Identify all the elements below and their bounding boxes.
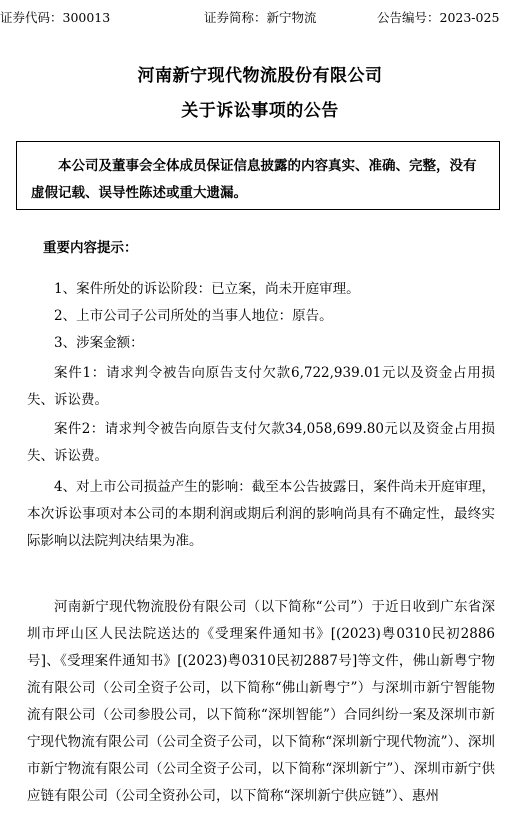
highlight-item-amount: 3、涉案金额： (54, 335, 144, 351)
stock-short-name: 证券简称：新宁物流 (204, 10, 317, 25)
highlight-case-1: 案件1：请求判令被告向原告支付欠款6,722,939.01元以及资金占用损失、诉讼费。 (27, 365, 495, 408)
announcement-title: 关于诉讼事项的公告 (181, 101, 339, 121)
announcement-number: 公告编号：2023-025 (377, 10, 500, 25)
highlight-case-2: 案件2：请求判令被告向原告支付欠款34,058,699.80元以及资金占用损失、诉讼费。 (27, 421, 495, 464)
highlight-item-stage: 1、案件所处的诉讼阶段：已立案，尚未开庭审理。 (54, 281, 360, 297)
company-title: 河南新宁现代物流股份有限公司 (137, 66, 383, 86)
document-header (0, 8, 520, 26)
board-guarantee-notice: 本公司及董事会全体成员保证信息披露的内容真实、准确、完整，没有虚假记载、误导性陈述或重大遗漏。 (16, 141, 500, 210)
body-paragraph: 河南新宁现代物流股份有限公司（以下简称“公司”）于近日收到广东省深圳市坪山区人民法院送达的《受理案件通知书》[(2023)粤0310民初2886号]、《受理案件通知书》[(2023)粤0310民初2887号]等文件，佛山新粤宁物流有限公司（公司全资子公司，以下简称“佛山新粤宁”）与深圳市新宁智能物流有限公司（公司参股公司，以下简称“深圳智能”）合同纠纷一案及深圳市新宁现代物流有限公司（公司全资子公司，以下简称“深圳新宁现代物流”）、深圳市新宁物流有限公司（公司全资子公司，以下简称“深圳新宁”）、深圳市新宁供应链有限公司（公司全资孙公司，以下简称“深圳新宁供应链”）、惠州 (27, 599, 495, 804)
highlight-item-party-role: 2、上市公司子公司所处的当事人地位：原告。 (54, 308, 333, 324)
highlight-item-impact: 4、对上市公司损益产生的影响：截至本公告披露日，案件尚未开庭审理，本次诉讼事项对本公司的本期利润或期后利润的影响尚具有不确定性，最终实际影响以法院判决结果为准。 (27, 479, 495, 549)
stock-code: 证券代码：300013 (0, 10, 111, 25)
highlights-heading: 重要内容提示： (43, 240, 138, 256)
